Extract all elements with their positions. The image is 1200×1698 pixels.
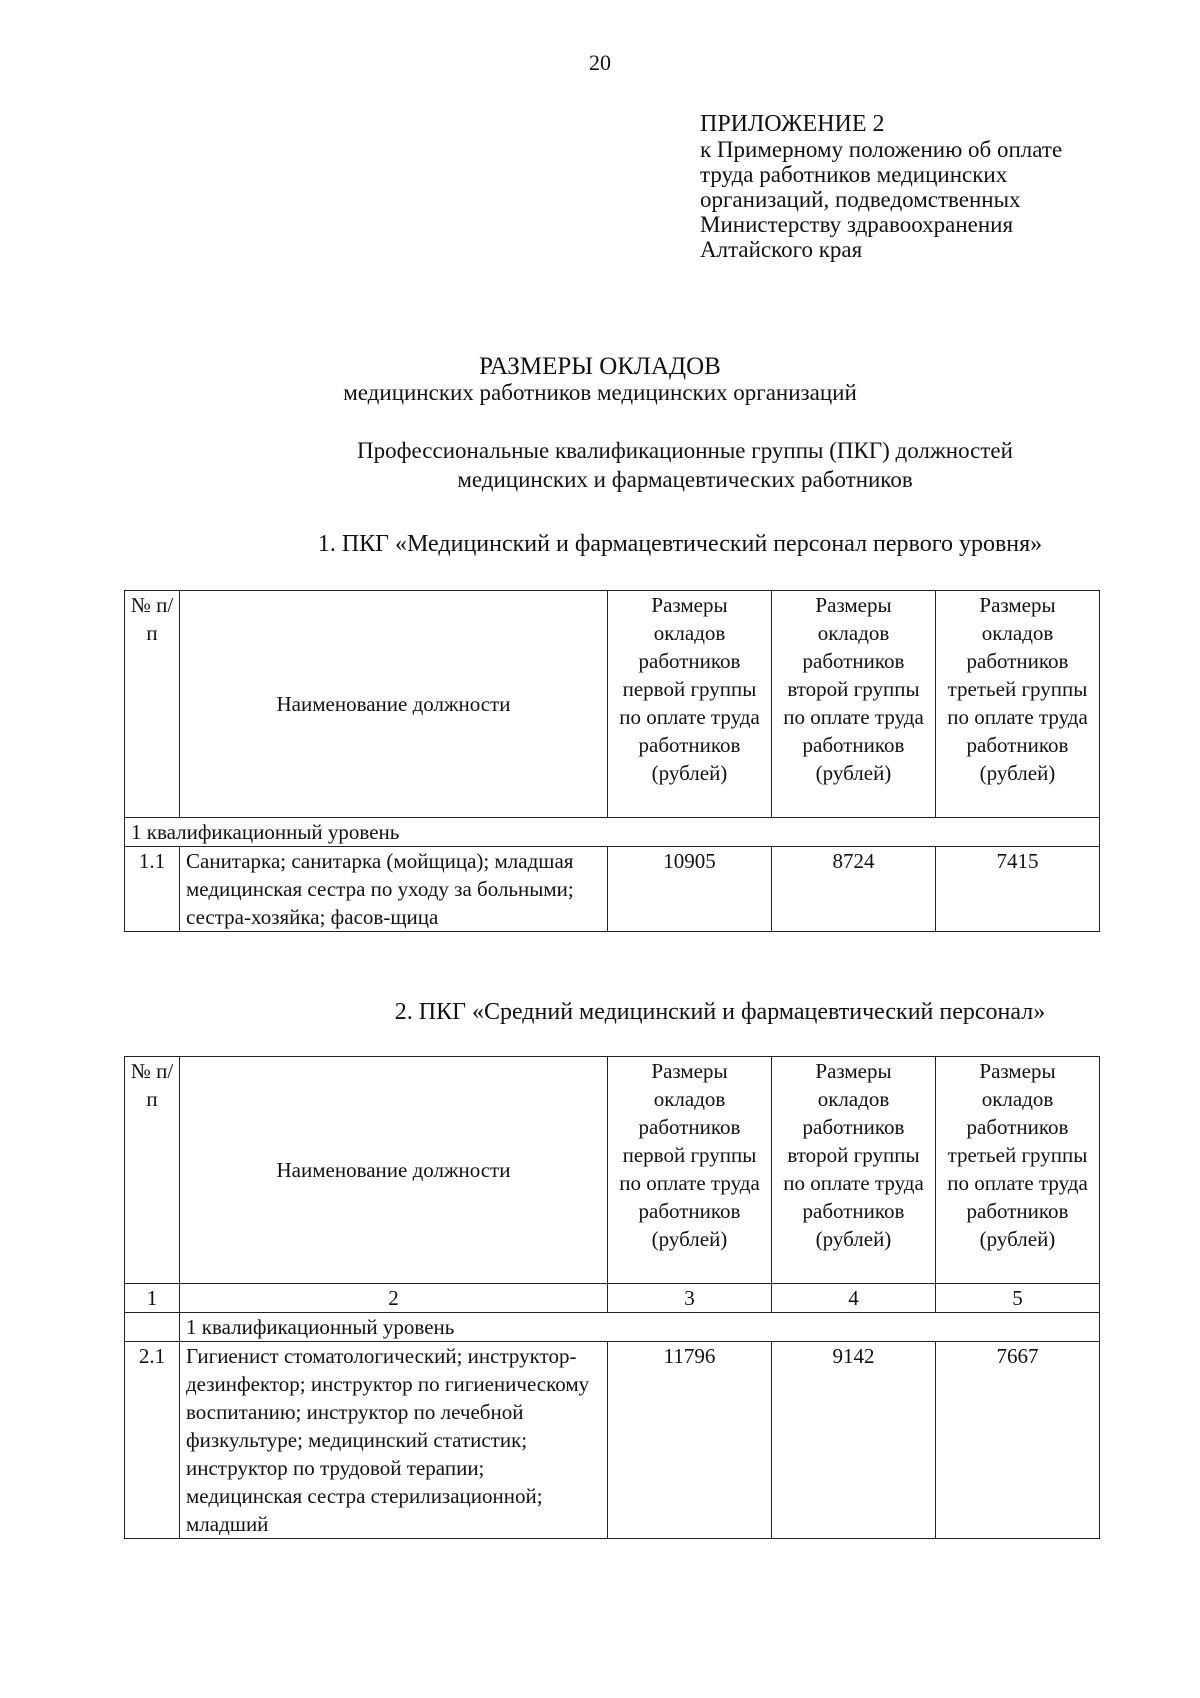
page-number: 20 xyxy=(589,50,611,75)
table-row xyxy=(125,847,1100,932)
column-number: 4 xyxy=(772,1284,936,1313)
appendix-line: к Примерному положению об оплате xyxy=(700,137,1063,162)
section-2-heading: 2. ПКГ «Средний медицинский и фармацевтический персонал» xyxy=(394,999,1046,1025)
salary-group-1: 11796 xyxy=(608,1342,772,1539)
header-group-2: Размеры окладов работников второй группы по оплате труда работников (рублей) xyxy=(772,1057,936,1284)
appendix-block xyxy=(700,112,1160,262)
qualification-level: 1 квалификационный уровень xyxy=(180,1313,1100,1342)
level-row xyxy=(125,1313,1100,1342)
section-1-table xyxy=(124,590,1100,932)
appendix-line: Алтайского края xyxy=(700,237,863,262)
salary-group-2: 9142 xyxy=(772,1342,936,1539)
appendix-line: Министерству здравоохранения xyxy=(700,212,1014,237)
row-number: 1.1 xyxy=(125,847,180,932)
pkg-groups-heading xyxy=(300,436,1070,494)
column-number: 1 xyxy=(125,1284,180,1313)
header-group-2: Размеры окладов работников второй группы по оплате труда работников (рублей) xyxy=(772,591,936,818)
table-row xyxy=(125,1342,1100,1539)
level-empty-cell xyxy=(125,1313,180,1342)
section-1-heading: 1. ПКГ «Медицинский и фармацевтический персонал первого уровня» xyxy=(317,531,1043,557)
column-number: 3 xyxy=(608,1284,772,1313)
header-group-1: Размеры окладов работников первой группы по оплате труда работников (рублей) xyxy=(608,591,772,818)
salary-group-3: 7667 xyxy=(936,1342,1100,1539)
appendix-title: ПРИЛОЖЕНИЕ 2 xyxy=(700,111,885,137)
position-names: Санитарка; санитарка (мойщица); младшая медицинская сестра по уходу за больными; сестра-хозяйка; фасов-щица xyxy=(180,847,608,932)
pkg-groups-line: медицинских и фармацевтических работников xyxy=(457,467,913,492)
table-header-row xyxy=(125,591,1100,818)
qualification-level: 1 квалификационный уровень xyxy=(125,818,1100,847)
header-position-name: Наименование должности xyxy=(180,591,608,818)
header-group-1: Размеры окладов работников первой группы по оплате труда работников (рублей) xyxy=(608,1057,772,1284)
salary-group-1: 10905 xyxy=(608,847,772,932)
document-subtitle: медицинских работников медицинских организаций xyxy=(343,380,857,405)
appendix-line: труда работников медицинских xyxy=(700,162,1008,187)
column-numbering-row xyxy=(125,1284,1100,1313)
header-group-3: Размеры окладов работников третьей группы по оплате труда работников (рублей) xyxy=(936,1057,1100,1284)
section-2-table xyxy=(124,1056,1100,1539)
header-group-3: Размеры окладов работников третьей группы по оплате труда работников (рублей) xyxy=(936,591,1100,818)
salary-group-2: 8724 xyxy=(772,847,936,932)
column-number: 2 xyxy=(180,1284,608,1313)
column-number: 5 xyxy=(936,1284,1100,1313)
header-num: № п/п xyxy=(125,591,180,818)
position-names: Гигиенист стоматологический; инструктор-дезинфектор; инструктор по гигиеническому воспитанию; инструктор по лечебной физкультуре; медицинский статистик; инструктор по трудовой терапии; медицинская сестра стерилизационной; младший xyxy=(180,1342,608,1539)
header-num: № п/п xyxy=(125,1057,180,1284)
table-header-row xyxy=(125,1057,1100,1284)
level-row xyxy=(125,818,1100,847)
pkg-groups-line: Профессиональные квалификационные группы (ПКГ) должностей xyxy=(357,438,1013,463)
row-number: 2.1 xyxy=(125,1342,180,1539)
header-position-name: Наименование должности xyxy=(180,1057,608,1284)
appendix-line: организаций, подведомственных xyxy=(700,187,1021,212)
salary-group-3: 7415 xyxy=(936,847,1100,932)
document-title: РАЗМЕРЫ ОКЛАДОВ xyxy=(479,353,721,380)
